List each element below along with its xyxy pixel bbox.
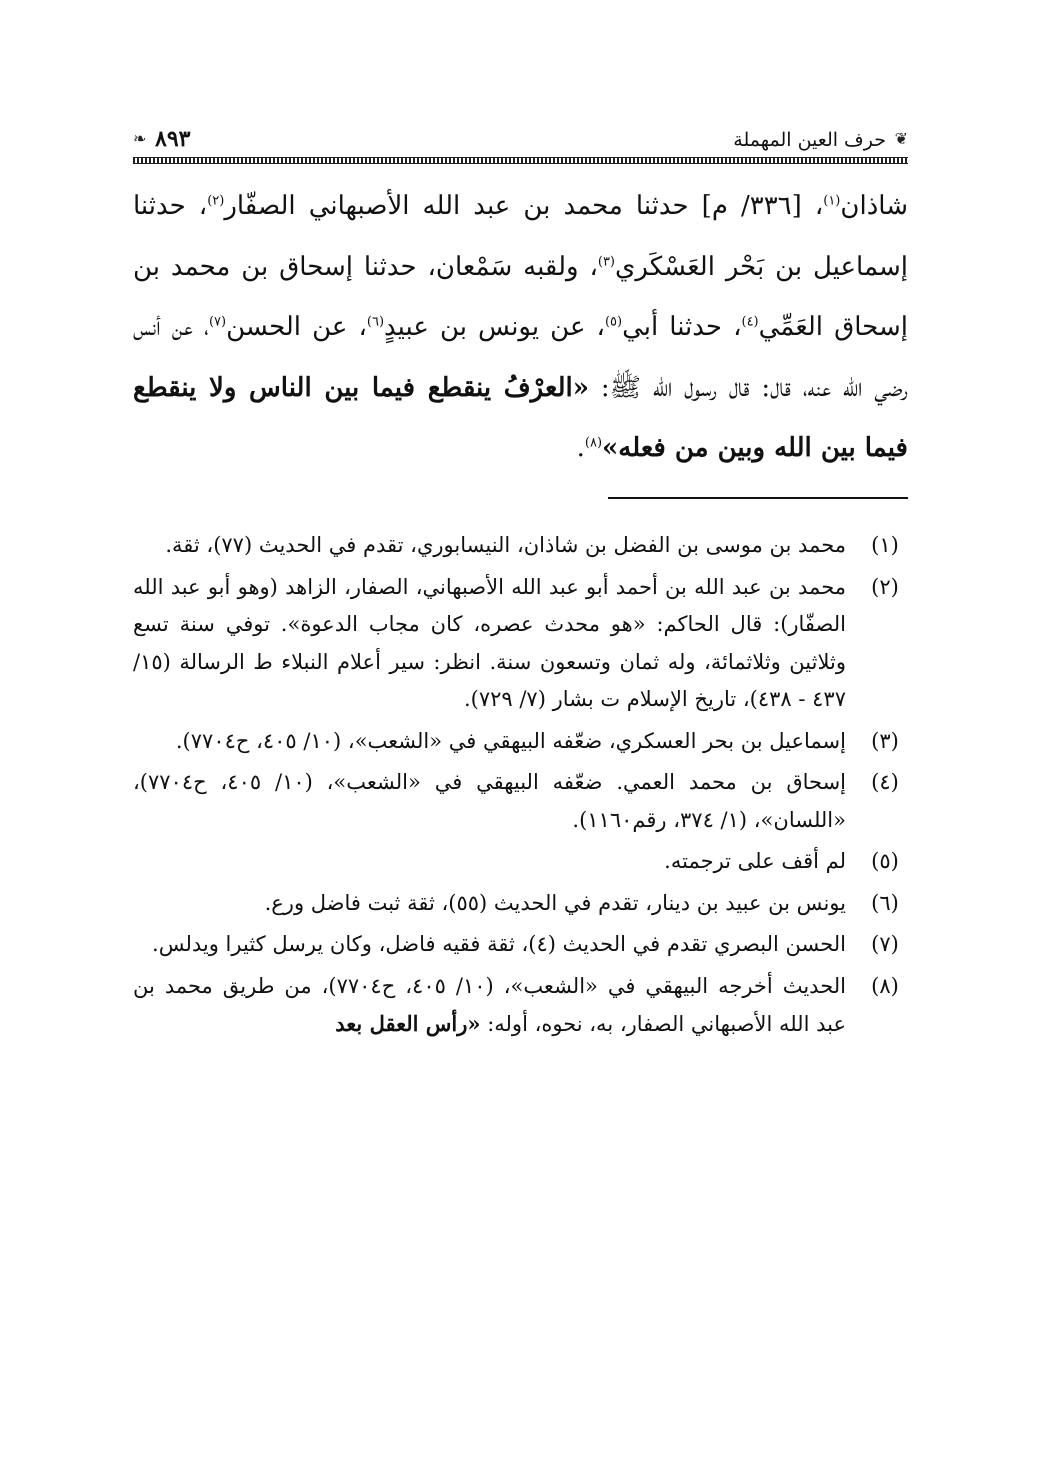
footnote-8: (٨) الحديث أخرجه البيهقي في «الشعب»، (١٠/ ٤٠٥، ح٧٧٠٤)، من طريق محمد بن عبد الله الأصبهاني الصفار، به، نحوه، أوله: «رأس العقل بعد (133, 973, 899, 1036)
footnote-1: (١) محمد بن موسى بن الفضل بن شاذان، النيسابوري، تقدم في الحديث (٧٧)، ثقة. (165, 533, 899, 557)
page-number: ٨٩٣ (155, 126, 191, 152)
footnote-separator (608, 497, 908, 499)
ornament-left-icon: ❧ (133, 129, 147, 148)
footnote-ref: (١) (823, 193, 841, 209)
footnote-4: (٤) إسحاق بن محمد العمي. ضعّفه البيهقي في «الشعب»، (١٠/ ٤٠٥، ح٧٧٠٤)، «اللسان»، (١/ ٣٧٤، رقم١١٦٠). (133, 770, 899, 832)
header-rule (133, 157, 908, 164)
footnote-3: (٣) إسماعيل بن بحر العسكري، ضعّفه البيهقي في «الشعب»، (١٠/ ٤٠٥، ح٧٧٠٤). (175, 728, 899, 753)
hadith-paragraph: شاذان$^{(١)}$، [٣٣٦/ م] حدثنا محمد بن عبد الله الأصبهاني الصفّار$^{(٢)}$، حدثنا إسماعيل بن بَحْر العَسْكَري$^{(٣)}$، ولقبه سَمْعان، حدثنا إسحاق بن محمد بن إسحاق العَمِّي$^{(٤)}$، حدثنا أبي$^{(٥)}$، عن يونس بن عبيدٍ$^{(٦)}$، عن الحسن$^{(٧)}$، عن أنس رضي الله عنه، قال: قال رسول الله ﷺ: «العرْفُ ينقطع فيما بين الناس ولا ينقطع فيما بين الله وبين من فعله»$^{(٨)}$. (133, 191, 909, 463)
main-text (133, 176, 908, 479)
footnote-ref: (٣) (597, 253, 615, 269)
footnote-ref: (٥) (604, 314, 623, 330)
footnotes (133, 527, 908, 1048)
footnote-ref: (٧) (208, 314, 227, 330)
footnote-ref: (٦) (366, 314, 385, 330)
footnote-6: (٦) يونس بن عبيد بن دينار، تقدم في الحديث (٥٥)، ثقة ثبت فاضل ورع. (264, 890, 899, 915)
section-title: حرف العين المهملة (733, 129, 886, 151)
footnote-ref: (٤) (741, 314, 759, 330)
footnote-5: (٥) لم أقف على ترجمته. (664, 849, 899, 873)
ornament-right-icon: ❦ (894, 129, 908, 148)
page-header (133, 126, 908, 156)
footnote-2: (٢) محمد بن عبد الله بن أحمد أبو عبد الله الأصبهاني، الصفار، الزاهد (وهو أبو عبد الله الصفّار): قال الحاكم: «هو محدث عصره، كان مجاب الدعوة». توفي سنة تسع وثلاثين وثلاثمائة، وله ثمان وتسعون سنة. انظر: سير أعلام النبلاء ط الرسالة (١٥/ ٤٣٧ - ٤٣٨)، تاريخ الإسلام ت بشار (٧/ ٧٢٩). (133, 574, 899, 711)
footnote-ref: (٢) (207, 193, 225, 209)
footnote-7: (٧) الحسن البصري تقدم في الحديث (٤)، ثقة فقيه فاضل، وكان يرسل كثيرا ويدلس. (152, 932, 899, 956)
hadith-matn: «العرْفُ ينقطع فيما بين الناس ولا ينقطع فيما بين الله وبين من فعله» (133, 372, 908, 463)
footnote-ref: (٨) (584, 435, 603, 451)
